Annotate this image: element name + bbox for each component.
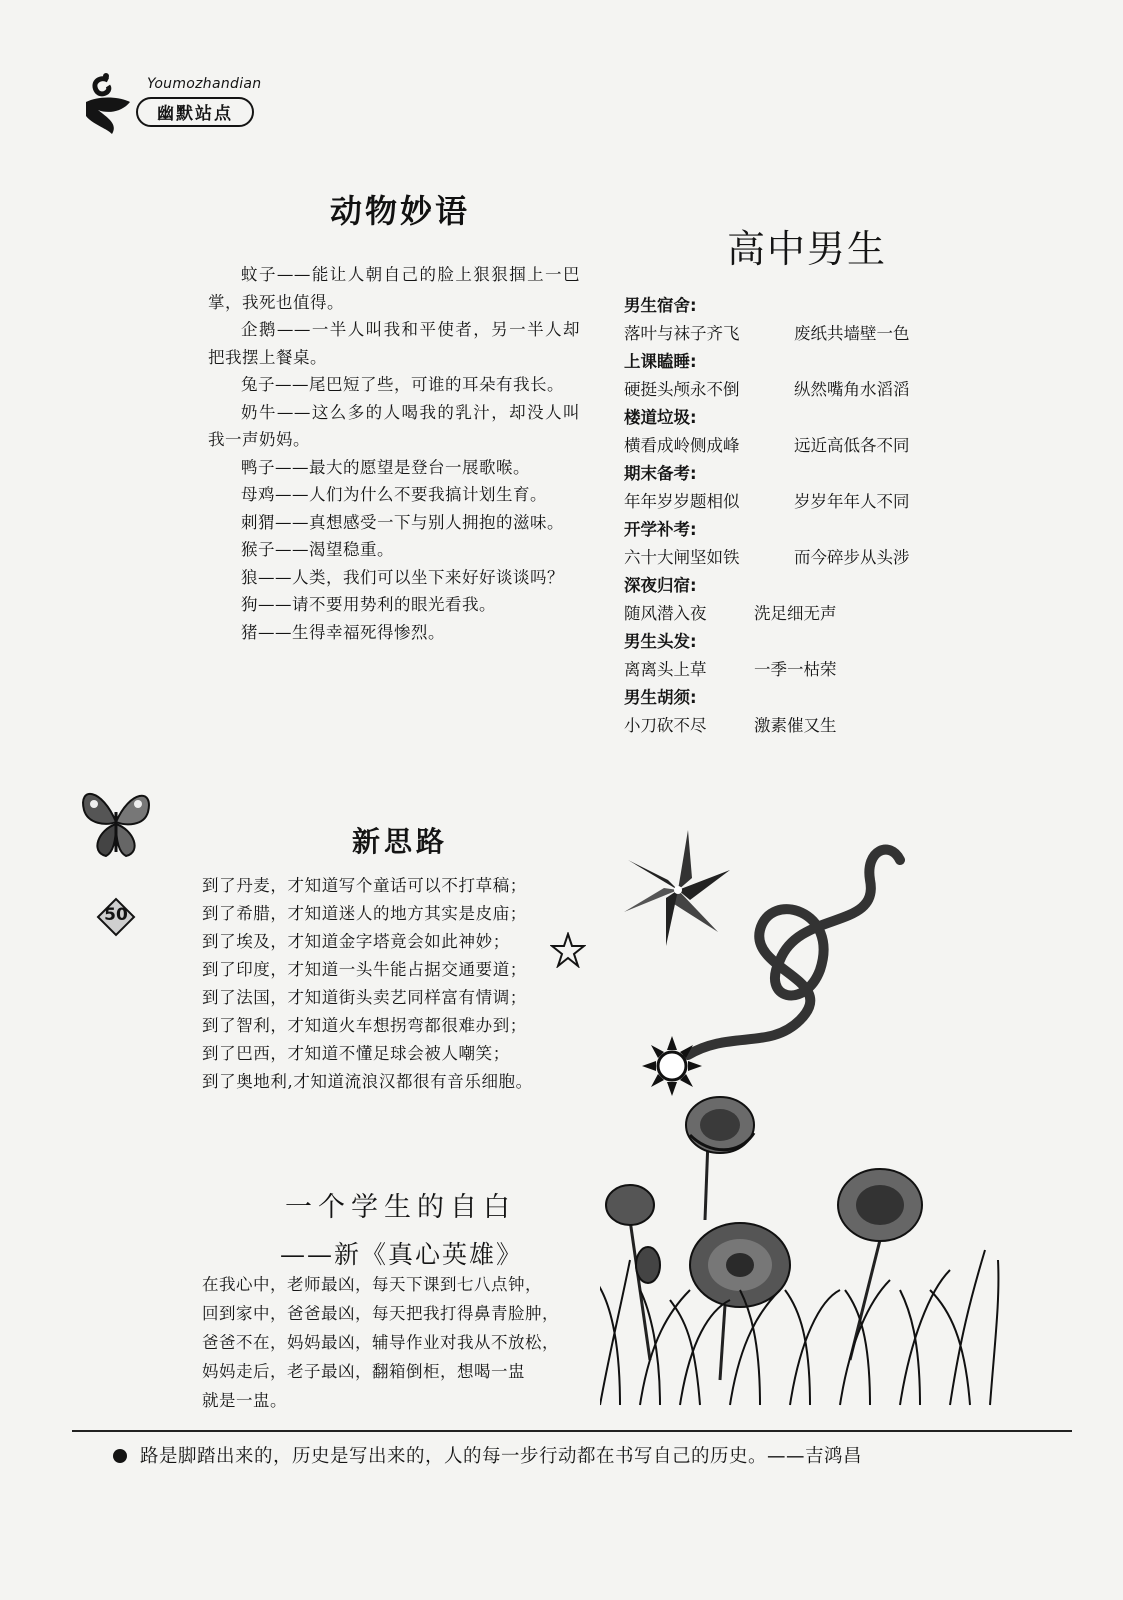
couplet-left: 横看成岭侧成峰 xyxy=(624,436,740,455)
animal-quote: 狗——请不要用势利的眼光看我。 xyxy=(241,595,496,614)
couplet-group xyxy=(624,405,944,461)
couplet-line xyxy=(624,431,944,461)
couplet-right: 岁岁年年人不同 xyxy=(794,492,910,511)
flower-illustration xyxy=(600,820,1000,1410)
couplet-right: 而今碎步从头涉 xyxy=(794,548,910,567)
couplet-line xyxy=(624,487,944,517)
couplet-heading: 上课瞌睡: xyxy=(624,352,697,371)
animal-quotes-body xyxy=(208,261,580,646)
confession-line: 就是一盅。 xyxy=(202,1391,287,1410)
couplet-line xyxy=(624,543,944,573)
idea-line: 到了希腊，才知道迷人的地方其实是皮庙； xyxy=(202,904,527,923)
confession-subtitle: ——新《真心英雄》 xyxy=(280,1240,524,1269)
confession-line: 回到家中，爸爸最凶，每天把我打得鼻青脸肿， xyxy=(202,1304,559,1323)
magazine-logo-icon xyxy=(78,72,138,138)
couplet-right: 洗足细无声 xyxy=(754,604,837,623)
couplet-line xyxy=(624,655,944,685)
couplet-heading: 开学补考: xyxy=(624,520,697,539)
couplet-line xyxy=(624,319,944,349)
couplet-left: 年年岁岁题相似 xyxy=(624,492,740,511)
couplet-heading: 期末备考: xyxy=(624,464,697,483)
couplet-line xyxy=(624,711,944,741)
couplet-group xyxy=(624,349,944,405)
couplet-heading: 男生头发: xyxy=(624,632,697,651)
couplet-heading: 楼道垃圾: xyxy=(624,408,697,427)
new-ideas-body xyxy=(202,872,582,1096)
confession-line: 妈妈走后，老子最凶，翻箱倒柜，想喝一盅 xyxy=(202,1362,525,1381)
couplet-heading: 男生胡须: xyxy=(624,688,697,707)
couplet-left: 小刀砍不尽 xyxy=(624,716,707,735)
star-icon xyxy=(550,932,586,968)
animal-quote: 鸭子——最大的愿望是登台一展歌喉。 xyxy=(241,457,530,477)
idea-line: 到了丹麦，才知道写个童话可以不打草稿； xyxy=(202,876,527,895)
idea-line: 到了巴西，才知道不懂足球会被人嘲笑； xyxy=(202,1044,510,1063)
idea-line: 到了奥地利,才知道流浪汉都很有音乐细胞。 xyxy=(202,1072,533,1091)
couplet-group xyxy=(624,629,944,685)
animal-quote: 猪——生得幸福死得惨烈。 xyxy=(241,622,445,642)
couplet-line xyxy=(624,599,944,629)
confession-line: 爸爸不在，妈妈最凶，辅导作业对我从不放松， xyxy=(202,1333,559,1352)
idea-line: 到了法国，才知道街头卖艺同样富有情调； xyxy=(202,988,527,1007)
couplet-group xyxy=(624,461,944,517)
idea-line: 到了智利，才知道火车想拐弯都很难办到； xyxy=(202,1016,527,1035)
couplet-right: 远近高低各不同 xyxy=(794,436,910,455)
couplet-group xyxy=(624,573,944,629)
couplet-heading: 男生宿舍: xyxy=(624,296,697,315)
pinwheel-icon xyxy=(624,830,730,946)
new-ideas-title: 新思路 xyxy=(351,825,448,858)
couplet-line xyxy=(624,375,944,405)
couplet-heading: 深夜归宿: xyxy=(624,576,697,595)
footer-divider xyxy=(72,1430,1072,1432)
couplet-right: 纵然嘴角水滔滔 xyxy=(794,380,910,399)
high-school-boys-title: 高中男生 xyxy=(727,227,888,271)
high-school-boys-body xyxy=(624,293,944,741)
idea-line: 到了印度，才知道一头牛能占据交通要道； xyxy=(202,960,527,979)
confession-line: 在我心中，老师最凶，每天下课到七八点钟， xyxy=(202,1275,542,1294)
confession-title: 一个学生的自白 xyxy=(285,1192,516,1223)
couplet-group xyxy=(624,517,944,573)
animal-quote: 蚊子——能让人朝自己的脸上狠狠掴上一巴掌，我死也值得。 xyxy=(208,265,580,312)
couplet-group xyxy=(624,293,944,349)
idea-line: 到了埃及，才知道金字塔竟会如此神妙； xyxy=(202,932,510,951)
brand-name-badge: 幽默站点 xyxy=(136,97,254,127)
animal-quote: 兔子——尾巴短了些，可谁的耳朵有我长。 xyxy=(241,375,564,394)
bullet-icon xyxy=(113,1449,127,1463)
couplet-left: 离离头上草 xyxy=(624,660,707,679)
footer-quote: 路是脚踏出来的，历史是写出来的，人的每一步行动都在书写自己的历史。——吉鸿昌 xyxy=(140,1446,863,1467)
animal-quotes-title: 动物妙语 xyxy=(329,192,470,230)
couplet-left: 落叶与袜子齐飞 xyxy=(624,324,740,343)
confession-body xyxy=(202,1270,572,1415)
couplet-right: 激素催又生 xyxy=(754,716,837,735)
page-number: 50 xyxy=(104,905,128,925)
brand-roman-text: Youmozhandian xyxy=(147,76,262,92)
animal-quote: 奶牛——这么多的人喝我的乳汁，却没人叫我一声奶妈。 xyxy=(208,402,580,449)
sun-icon xyxy=(642,1036,702,1096)
animal-quote: 狼——人类，我们可以坐下来好好谈谈吗？ xyxy=(241,567,564,587)
couplet-right: 一季一枯荣 xyxy=(754,660,837,679)
couplet-left: 随风潜入夜 xyxy=(624,604,707,623)
couplet-left: 硬挺头颅永不倒 xyxy=(624,380,740,399)
butterfly-icon xyxy=(72,782,160,864)
couplet-right: 废纸共墙壁一色 xyxy=(794,324,910,343)
animal-quote: 刺猬——真想感受一下与别人拥抱的滋味。 xyxy=(241,512,564,532)
animal-quote: 企鹅——一半人叫我和平使者，另一半人却把我摆上餐桌。 xyxy=(208,320,580,367)
animal-quote: 母鸡——人们为什么不要我搞计划生育。 xyxy=(241,485,547,504)
couplet-group xyxy=(624,685,944,741)
couplet-left: 六十大闸坚如铁 xyxy=(624,548,740,567)
animal-quote: 猴子——渴望稳重。 xyxy=(241,540,394,559)
